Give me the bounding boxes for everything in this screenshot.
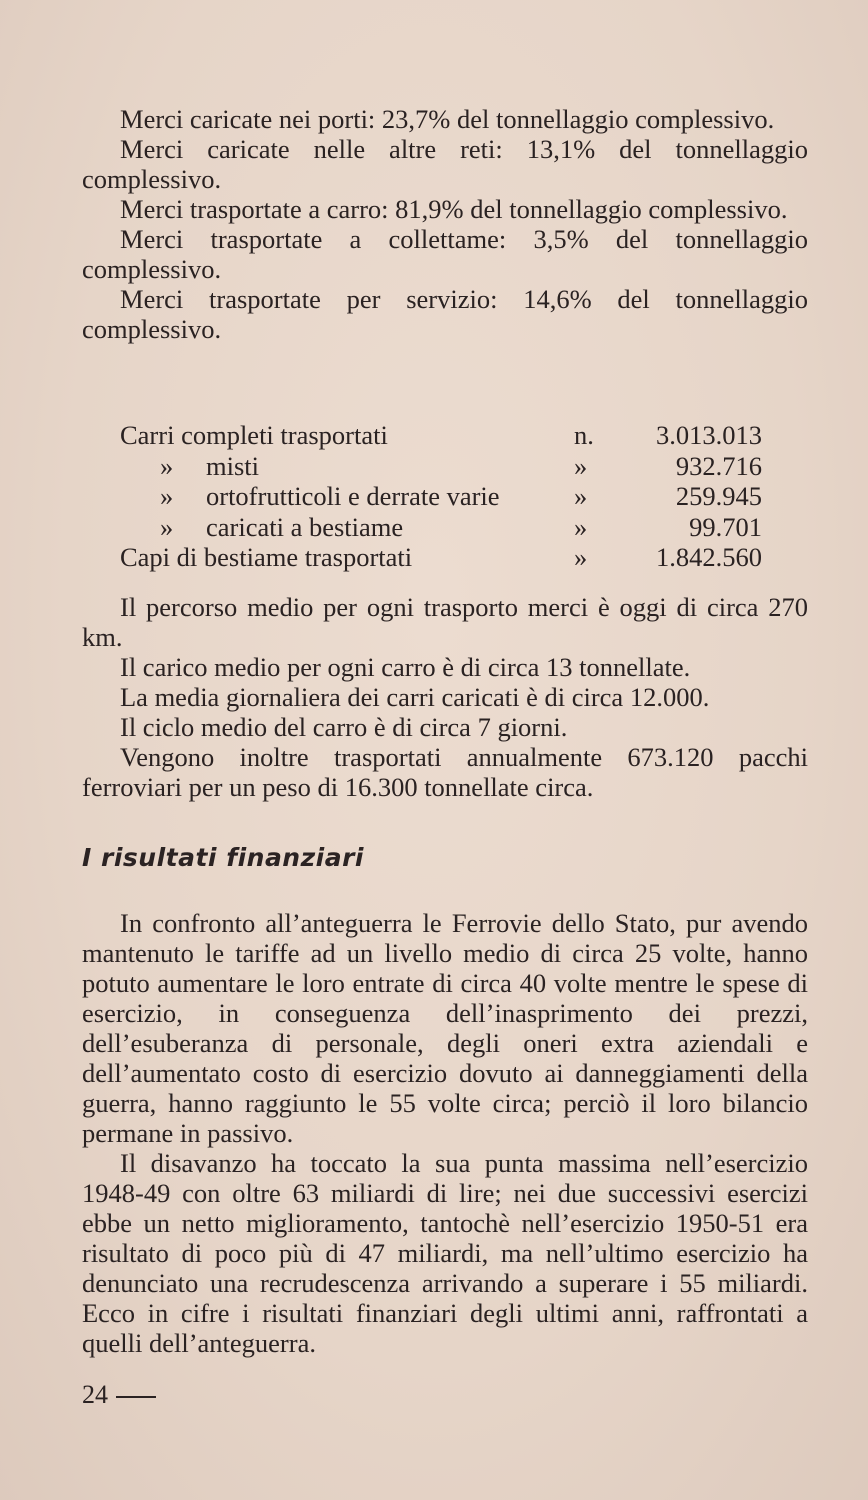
row-label: Capi di bestiame trasportati — [120, 542, 413, 572]
page-number: 24 — [82, 1380, 108, 1409]
stat-line-wagon: Merci trasportate a carro: 81,9% del tonnellaggio complessivo. — [120, 194, 788, 224]
row-unit: » — [574, 481, 588, 511]
table-row — [82, 542, 762, 573]
financial-results-text — [82, 908, 808, 1358]
row-unit: » — [574, 511, 588, 542]
fact-parcels: Vengono inoltre trasportati annualmente 673.120 pacchi ferroviari per un peso di 16.300 tonnellate circa. — [82, 742, 808, 802]
ditto-mark: » — [160, 511, 174, 542]
ditto-mark: » — [160, 450, 174, 481]
table-row — [82, 420, 762, 451]
fact-daily-wagons: La media giornaliera dei carri caricati è di circa 12.000. — [120, 682, 710, 712]
stat-line-collettame: Merci trasportate a collettame: 3,5% del tonnellaggio complessivo. — [82, 224, 808, 284]
section-heading: I risultati finanziari — [82, 843, 364, 872]
folio-dash — [116, 1396, 156, 1398]
fact-average-load: Il carico medio per ogni carro è di circa 13 tonnellate. — [120, 652, 691, 682]
stat-line-service: Merci trasportate per servizio: 14,6% del tonnellaggio complessivo. — [82, 284, 808, 344]
row-unit: n. — [574, 420, 594, 450]
wagon-table — [82, 420, 762, 573]
table-row — [82, 451, 762, 482]
page-footer — [82, 1380, 156, 1410]
fact-average-distance: Il percorso medio per ogni trasporto merci è oggi di circa 270 km. — [82, 592, 808, 652]
row-value: 932.716 — [675, 450, 762, 481]
ditto-mark: » — [160, 481, 174, 511]
row-value: 1.842.560 — [656, 542, 762, 572]
fact-wagon-cycle: Il ciclo medio del carro è di circa 7 giorni. — [120, 712, 568, 742]
table-row — [82, 481, 762, 512]
stat-line-ports: Merci caricate nei porti: 23,7% del tonnellaggio complessivo. — [120, 104, 775, 134]
row-label: ortofrutticoli e derrate varie — [206, 481, 500, 511]
row-label: misti — [206, 450, 260, 481]
row-value: 99.701 — [689, 511, 762, 542]
row-unit: » — [574, 542, 588, 572]
row-label: caricati a bestiame — [206, 511, 404, 542]
row-unit: » — [574, 450, 588, 481]
table-row — [82, 512, 762, 543]
paragraph-revenue-costs: In confronto all’anteguerra le Ferrovie dello Stato, pur avendo mantenuto le tariffe ad un livello medio di circa 25 volte, hanno potuto aumentare le loro entrate di circa 40 volte mentre le spese di esercizio, in conseguenza dell’inasprimento dei prezzi, dell’esuberanza di personale, degli oneri extra aziendali e dell’aumentato costo di esercizio dovuto ai danneggiamenti della guerra, hanno raggiunto le 55 volte circa; perciò il loro bilancio permane in passivo. — [82, 908, 808, 1148]
row-label: Carri completi trasportati — [120, 420, 388, 450]
stat-line-other-networks: Merci caricate nelle altre reti: 13,1% del tonnellaggio complessivo. — [82, 134, 808, 194]
row-value: 3.013.013 — [656, 420, 762, 450]
freight-percentages — [82, 104, 808, 344]
row-value: 259.945 — [675, 481, 762, 511]
transport-facts — [82, 592, 808, 802]
paragraph-deficit: Il disavanzo ha toccato la sua punta massima nell’esercizio 1948-49 con oltre 63 miliardi di lire; nei due successivi esercizi ebbe un netto miglioramento, tantochè nell’esercizio 1950-51 era risultato di poco più di 47 miliardi, ma nell’ultimo esercizio ha denunciato una recrudescenza arrivando a superare i 55 miliardi. Ecco in cifre i risultati finanziari degli ultimi anni, raffrontati a quelli dell’anteguerra. — [82, 1148, 808, 1358]
